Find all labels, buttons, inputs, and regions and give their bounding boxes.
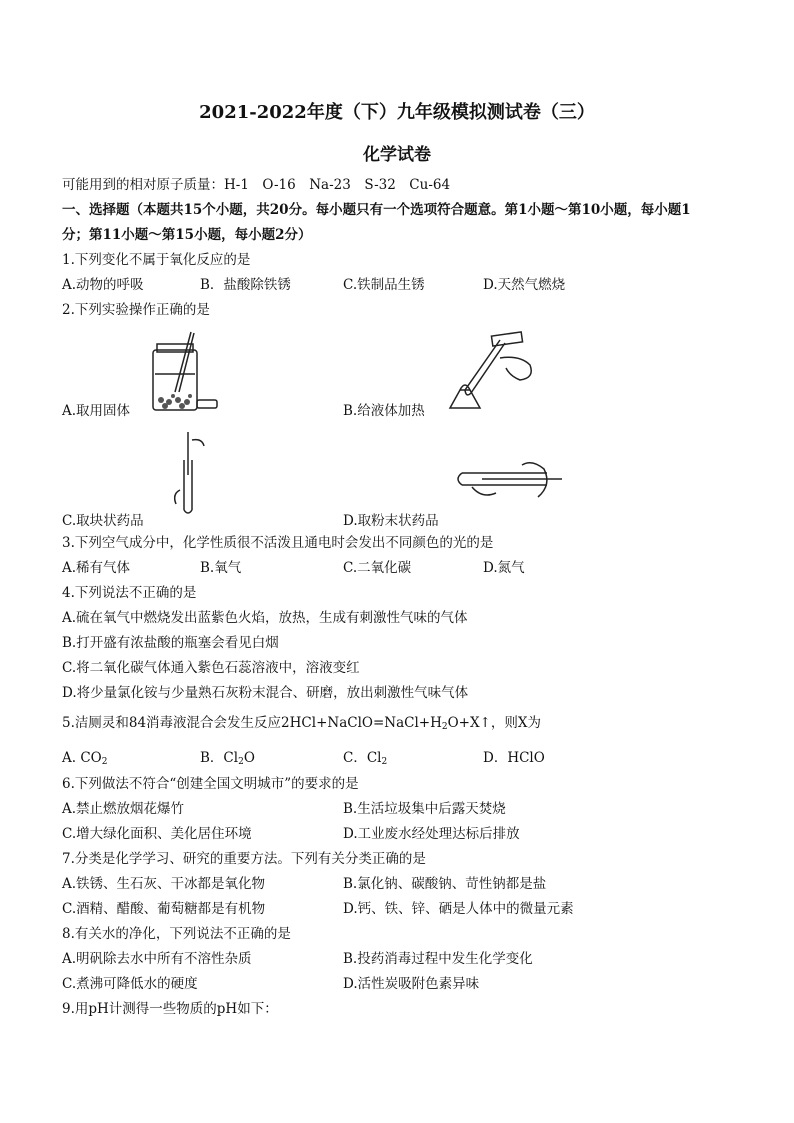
q3-option-d: D.氮气	[483, 560, 525, 576]
q6-option-b: B.生活垃圾集中后露天焚烧	[343, 801, 506, 817]
q8-option-d: D.活性炭吸附色素异味	[343, 976, 480, 992]
q7-option-a: A.铁锈、生石灰、干冰都是氧化物	[62, 876, 266, 892]
atomic-masses: 可能用到的相对原子质量：H-1 O-16 Na-23 S-32 Cu-64	[62, 177, 451, 193]
q6-stem: 6.下列做法不符合“创建全国文明城市”的要求的是	[62, 776, 359, 792]
q8-option-a: A.明矾除去水中所有不溶性杂质	[62, 951, 252, 967]
figure-vertical-tube	[170, 430, 210, 515]
q6-option-a: A.禁止燃放烟花爆竹	[62, 801, 185, 817]
q4-option-c: C.将二氧化碳气体通入紫色石蕊溶液中，溶液变红	[62, 660, 360, 676]
q3-option-b: B.氧气	[200, 560, 242, 576]
q3-stem: 3.下列空气成分中，化学性质很不活泼且通电时会发出不同颜色的光的是	[62, 535, 494, 551]
q7-option-b: B.氯化钠、碳酸钠、苛性钠都是盐	[343, 876, 547, 892]
q1-option-d: D.天然气燃烧	[483, 277, 566, 293]
q2-option-c: C.取块状药品	[62, 513, 144, 529]
q4-option-d: D.将少量氯化铵与少量熟石灰粉末混合、研磨，放出刺激性气味气体	[62, 685, 469, 701]
section-heading-line2: 分；第11小题～第15小题，每小题2分）	[62, 227, 312, 243]
q2-stem: 2.下列实验操作正确的是	[62, 302, 210, 318]
q1-stem: 1.下列变化不属于氧化反应的是	[62, 252, 251, 268]
q7-option-d: D.钙、铁、锌、硒是人体中的微量元素	[343, 901, 574, 917]
q9-stem: 9.用pH计测得一些物质的pH如下：	[62, 1001, 278, 1017]
q3-option-a: A.稀有气体	[62, 560, 131, 576]
q4-stem: 4.下列说法不正确的是	[62, 585, 197, 601]
q5-option-a: A. $CO_2$	[62, 750, 108, 767]
q1-option-c: C.铁制品生锈	[343, 277, 425, 293]
q8-option-b: B.投药消毒过程中发生化学变化	[343, 951, 533, 967]
q2-option-b: B.给液体加热	[343, 403, 425, 419]
q3-option-c: C.二氧化碳	[343, 560, 412, 576]
q7-stem: 7.分类是化学学习、研究的重要方法。下列有关分类正确的是	[62, 851, 426, 867]
q6-option-d: D.工业废水经处理达标后排放	[343, 826, 520, 842]
q5-option-d: D．HClO	[483, 750, 545, 766]
q6-option-c: C.增大绿化面积、美化居住环境	[62, 826, 252, 842]
q1-option-a: A.动物的呼吸	[62, 277, 144, 293]
q5-stem: 5.洁厕灵和84消毒液混合会发生反应$2HCl+NaClO=NaCl+H_2O+X↑$，则X为	[62, 715, 542, 732]
q2-option-a: A.取用固体	[62, 403, 131, 419]
q4-option-b: B.打开盛有浓盐酸的瓶塞会看见白烟	[62, 635, 279, 651]
q5-option-b: B．$Cl_2O$	[200, 750, 255, 767]
q5-option-c: C．$Cl_2$	[343, 750, 388, 767]
q4-option-a: A.硫在氧气中燃烧发出蓝紫色火焰，放热，生成有刺激性气味的气体	[62, 610, 468, 626]
figure-test-tube-heating	[440, 330, 550, 415]
section-heading-line1: 一、选择题（本题共15个小题，共20分。每小题只有一个选项符合题意。第1小题～第10小题，每小题1	[62, 202, 691, 218]
figure-jar-spatula	[145, 330, 225, 415]
q2-option-d: D.取粉末状药品	[343, 513, 439, 529]
q1-option-b: B．盐酸除铁锈	[200, 277, 291, 293]
q7-option-c: C.酒精、醋酸、葡萄糖都是有机物	[62, 901, 266, 917]
q8-option-c: C.煮沸可降低水的硬度	[62, 976, 198, 992]
exam-subtitle: 化学试卷	[363, 145, 431, 165]
q8-stem: 8.有关水的净化，下列说法不正确的是	[62, 926, 291, 942]
exam-title: 2021-2022年度（下）九年级模拟测试卷（三）	[199, 102, 595, 123]
figure-horizontal-tube	[452, 455, 572, 510]
